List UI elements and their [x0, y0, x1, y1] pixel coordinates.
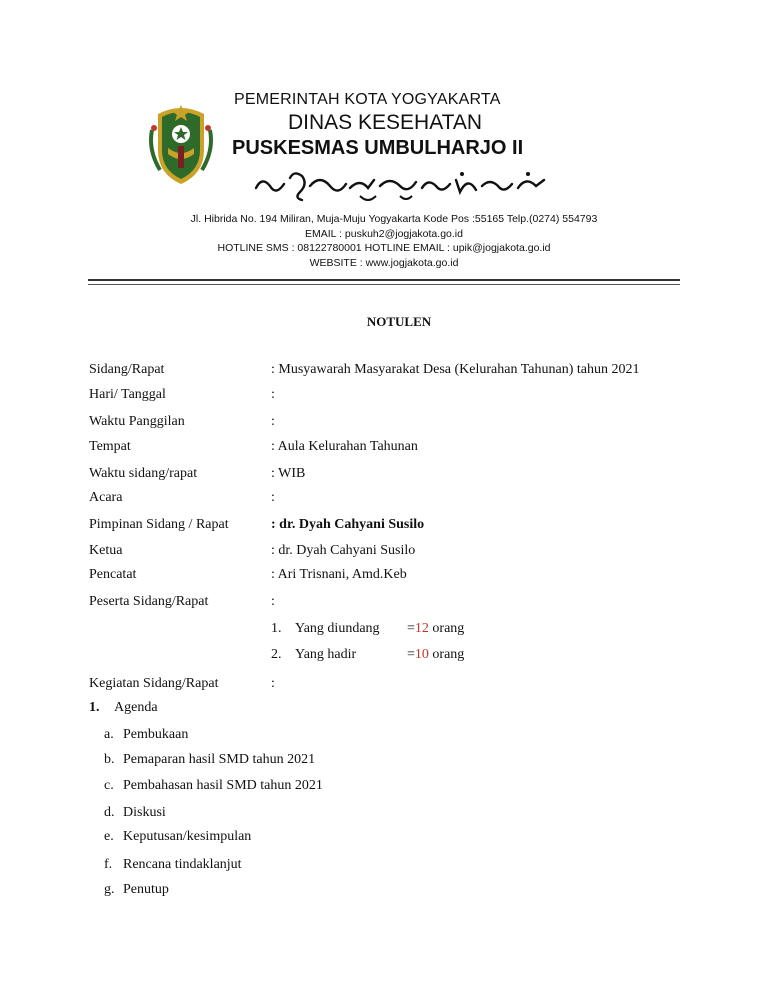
participant-label: Yang diundang: [295, 621, 380, 636]
clinic-name: PUSKESMAS UMBULHARJO II: [232, 137, 524, 159]
list-item-letter: f.: [104, 857, 113, 872]
agenda-title: Agenda: [114, 700, 158, 715]
field-label: Waktu sidang/rapat: [89, 466, 198, 481]
field-value: :: [271, 414, 275, 429]
participant-equals: =: [407, 621, 415, 636]
field-value: : Aula Kelurahan Tahunan: [271, 439, 418, 454]
field-label: Sidang/Rapat: [89, 362, 165, 377]
list-item-text: Pembukaan: [123, 727, 189, 742]
hotline-line: HOTLINE SMS : 08122780001 HOTLINE EMAIL : upik@jogjakota.go.id: [217, 242, 551, 254]
website-line: WEBSITE : www.jogjakota.go.id: [309, 257, 459, 269]
list-item-text: Penutup: [123, 882, 169, 897]
participant-count: 12: [414, 621, 429, 636]
field-label: Acara: [89, 490, 123, 505]
list-item-letter: d.: [104, 805, 115, 820]
list-item-letter: g.: [104, 882, 115, 897]
participant-label: Yang hadir: [295, 647, 357, 662]
participant-unit: orang: [428, 621, 465, 636]
field-label: Ketua: [89, 543, 123, 558]
field-value: :: [271, 676, 275, 691]
field-label: Pimpinan Sidang / Rapat: [89, 517, 229, 532]
list-item-text: Diskusi: [123, 805, 166, 820]
document-title: NOTULEN: [366, 314, 432, 329]
list-item-letter: b.: [104, 752, 115, 767]
list-item-letter: a.: [104, 727, 114, 742]
field-label: Kegiatan Sidang/Rapat: [89, 676, 219, 691]
field-value: :: [271, 490, 275, 505]
field-value: : WIB: [271, 466, 306, 481]
field-label: Tempat: [89, 439, 131, 454]
javanese-script-icon: [250, 166, 550, 206]
field-value: : Ari Trisnani, Amd.Keb: [271, 567, 407, 582]
header-rule-thin: [88, 284, 680, 285]
letterhead: [0, 0, 768, 300]
government-name: PEMERINTAH KOTA YOGYAKARTA: [234, 91, 501, 108]
list-item-text: Pembahasan hasil SMD tahun 2021: [123, 778, 323, 793]
agenda-number: 1.: [89, 700, 100, 715]
field-label: Hari/ Tanggal: [89, 387, 166, 402]
email-line: EMAIL : puskuh2@jogjakota.go.id: [305, 228, 463, 240]
header-rule-thick: [88, 279, 680, 281]
list-item-letter: e.: [104, 829, 114, 844]
participant-number: 1.: [271, 621, 282, 636]
field-value: : dr. Dyah Cahyani Susilo: [271, 517, 425, 532]
department-name: DINAS KESEHATAN: [288, 111, 483, 134]
list-item-text: Keputusan/kesimpulan: [123, 829, 252, 844]
list-item-text: Rencana tindaklanjut: [123, 857, 242, 872]
list-item-text: Pemaparan hasil SMD tahun 2021: [123, 752, 316, 767]
field-label: Pencatat: [89, 567, 137, 582]
field-label: Waktu Panggilan: [89, 414, 185, 429]
participant-equals: =: [407, 647, 415, 662]
list-item-letter: c.: [104, 778, 114, 793]
address-line: Jl. Hibrida No. 194 Miliran, Muja-Muju Yogyakarta Kode Pos :55165 Telp.(0274) 554793: [190, 213, 598, 225]
field-value: : Musyawarah Masyarakat Desa (Kelurahan Tahunan) tahun 2021: [271, 362, 640, 377]
city-coat-of-arms-icon: [148, 100, 214, 186]
field-label: Peserta Sidang/Rapat: [89, 594, 209, 609]
field-value: :: [271, 387, 275, 402]
participant-unit: orang: [428, 647, 465, 662]
participant-number: 2.: [271, 647, 282, 662]
field-value: : dr. Dyah Cahyani Susilo: [271, 543, 416, 558]
field-value: :: [271, 594, 275, 609]
participant-count: 10: [414, 647, 429, 662]
